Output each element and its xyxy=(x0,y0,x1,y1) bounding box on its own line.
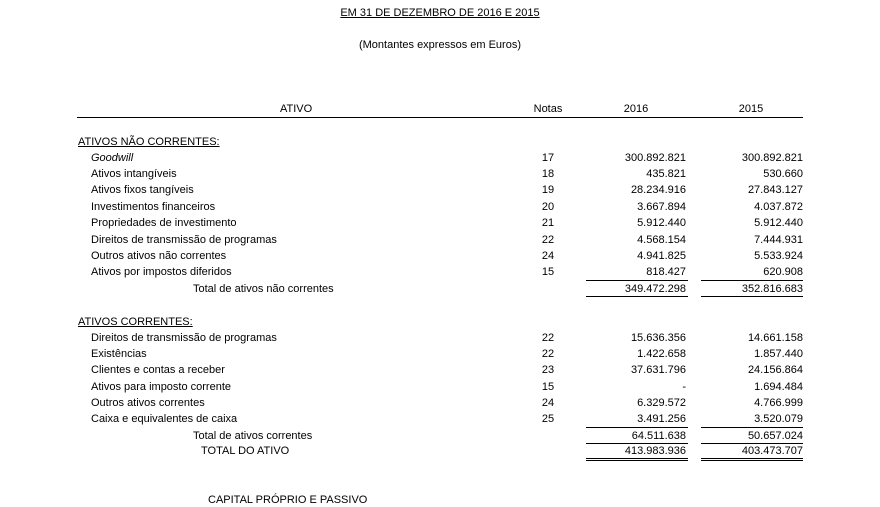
row-nota: 17 xyxy=(541,152,555,164)
row-value-2016: 5.912.440 xyxy=(637,217,686,229)
row-value-2016: 28.234.916 xyxy=(630,184,686,196)
row-nota: 24 xyxy=(541,250,555,262)
row-value-2016: 4.941.825 xyxy=(637,250,686,262)
row-value-2016: 3.667.894 xyxy=(637,201,686,213)
total-rule-2015 xyxy=(701,296,803,297)
section-heading-nao-correntes: ATIVOS NÃO CORRENTES: xyxy=(78,136,220,148)
total-label-nao-correntes: Total de ativos não correntes xyxy=(193,283,334,295)
grand-total-value-2016: 413.983.936 xyxy=(624,445,686,457)
grand-total-value-2015: 403.473.707 xyxy=(741,445,803,457)
row-nota: 15 xyxy=(541,381,555,393)
row-nota: 22 xyxy=(541,348,555,360)
total-value-2015: 352.816.683 xyxy=(741,283,803,295)
column-header-2016: 2016 xyxy=(623,103,649,115)
total-rule-2015 xyxy=(701,443,803,444)
grand-total-label: TOTAL DO ATIVO xyxy=(201,445,290,457)
row-nota: 22 xyxy=(541,332,555,344)
header-divider xyxy=(77,117,803,118)
row-nota: 18 xyxy=(541,168,555,180)
row-value-2015: 27.843.127 xyxy=(747,184,803,196)
row-value-2015: 530.660 xyxy=(763,168,803,180)
row-value-2016: 818.427 xyxy=(646,266,686,278)
row-value-2016: 6.329.572 xyxy=(637,397,686,409)
row-nota: 23 xyxy=(541,364,555,376)
row-label: Ativos para imposto corrente xyxy=(91,381,232,393)
subtotal-rule-2016 xyxy=(586,280,688,281)
row-value-2015: 7.444.931 xyxy=(754,234,803,246)
row-value-2016: 37.631.796 xyxy=(630,364,686,376)
row-value-2015: 1.857.440 xyxy=(754,348,803,360)
row-value-2015: 4.766.999 xyxy=(754,397,803,409)
row-nota: 22 xyxy=(541,234,555,246)
double-rule-2016-a xyxy=(586,458,688,459)
row-label: Goodwill xyxy=(91,152,134,164)
double-rule-2016-b xyxy=(586,460,688,461)
total-value-2016: 64.511.638 xyxy=(631,430,686,442)
column-header-2015: 2015 xyxy=(738,103,764,115)
row-label: Ativos por impostos diferidos xyxy=(91,266,232,278)
row-label: Clientes e contas a receber xyxy=(91,364,225,376)
subtotal-rule-2015 xyxy=(701,427,803,428)
subtotal-rule-2015 xyxy=(701,280,803,281)
total-value-2016: 349.472.298 xyxy=(624,283,686,295)
row-nota: 20 xyxy=(541,201,555,213)
row-value-2016: 1.422.658 xyxy=(637,348,686,360)
row-label: Ativos fixos tangíveis xyxy=(91,184,194,196)
row-label: Propriedades de investimento xyxy=(91,217,237,229)
row-value-2015: 24.156.864 xyxy=(747,364,803,376)
row-label: Investimentos financeiros xyxy=(91,201,216,213)
row-value-2016: 15.636.356 xyxy=(630,332,686,344)
double-rule-2015-a xyxy=(701,458,803,459)
row-nota: 25 xyxy=(541,413,555,425)
row-label: Direitos de transmissão de programas xyxy=(91,332,277,344)
total-label-correntes: Total de ativos correntes xyxy=(193,430,313,442)
row-value-2016: 435.821 xyxy=(646,168,686,180)
double-rule-2015-b xyxy=(701,460,803,461)
row-label: Existências xyxy=(91,348,147,360)
section-heading-correntes: ATIVOS CORRENTES: xyxy=(78,316,193,328)
row-label: Outros ativos correntes xyxy=(91,397,205,409)
column-header-ativo: ATIVO xyxy=(280,103,313,115)
row-nota: 21 xyxy=(541,217,555,229)
row-value-2016: 3.491.256 xyxy=(637,413,686,425)
row-value-2016: 4.568.154 xyxy=(637,234,686,246)
row-label: Ativos intangíveis xyxy=(91,168,177,180)
total-rule-2016 xyxy=(586,296,688,297)
row-nota: 24 xyxy=(541,397,555,409)
row-label: Direitos de transmissão de programas xyxy=(91,234,277,246)
row-value-2015: 5.533.924 xyxy=(754,250,803,262)
row-value-2015: 300.892.821 xyxy=(741,152,803,164)
page-title: EM 31 DE DEZEMBRO DE 2016 E 2015 xyxy=(340,7,540,19)
row-value-2016: - xyxy=(682,381,686,393)
subtotal-rule-2016 xyxy=(586,427,688,428)
row-value-2015: 3.520.079 xyxy=(754,413,803,425)
total-rule-2016 xyxy=(586,443,688,444)
row-value-2015: 620.908 xyxy=(763,266,803,278)
row-nota: 19 xyxy=(541,184,555,196)
column-header-notas: Notas xyxy=(533,103,563,115)
row-value-2015: 14.661.158 xyxy=(747,332,803,344)
row-value-2015: 5.912.440 xyxy=(754,217,803,229)
row-value-2016: 300.892.821 xyxy=(624,152,686,164)
page-subtitle: (Montantes expressos em Euros) xyxy=(358,39,521,51)
total-value-2015: 50.657.024 xyxy=(747,430,803,442)
row-label: Caixa e equivalentes de caixa xyxy=(91,413,238,425)
row-label: Outros ativos não correntes xyxy=(91,250,227,262)
row-value-2015: 1.694.484 xyxy=(754,381,803,393)
row-value-2015: 4.037.872 xyxy=(754,201,803,213)
row-nota: 15 xyxy=(541,266,555,278)
section-heading-capital: CAPITAL PRÓPRIO E PASSIVO xyxy=(208,494,368,506)
